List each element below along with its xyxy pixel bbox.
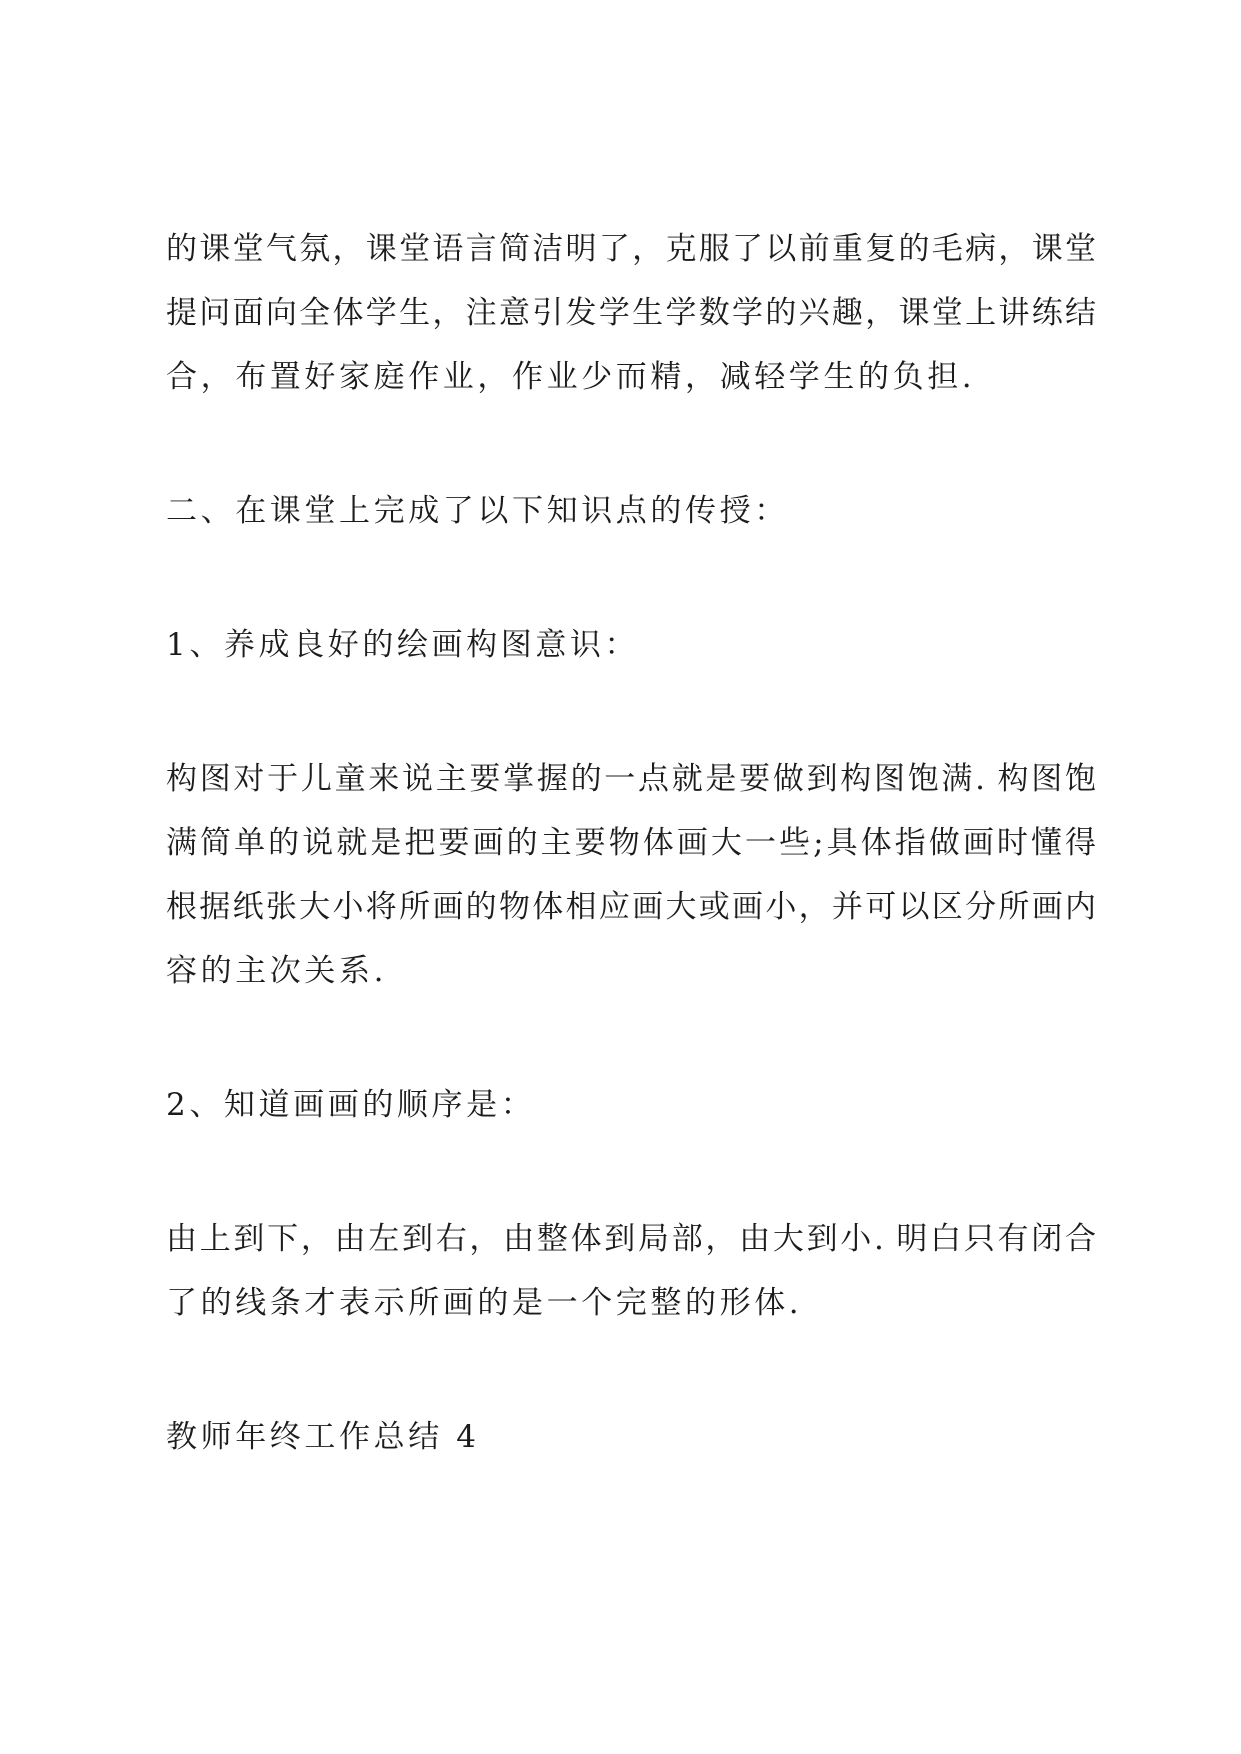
- paragraph-1-line-2: 提问面向全体学生，注意引发学生学数学的兴趣，课堂上讲练结: [166, 295, 1096, 331]
- paragraph-6-line-2: 了的线条才表示所画的是一个完整的形体.: [166, 1285, 803, 1321]
- paragraph-4-line-2: 满简单的说就是把要画的主要物体画大一些;具体指做画时懂得: [166, 825, 1096, 861]
- paragraph-4-line-3: 根据纸张大小将所画的物体相应画大或画小，并可以区分所画内: [166, 889, 1096, 925]
- paragraph-1-line-1: 的课堂气氛，课堂语言简洁明了，克服了以前重复的毛病，课堂: [166, 231, 1096, 267]
- item-heading-1: 1、养成良好的绘画构图意识：: [166, 627, 640, 663]
- item-heading-2: 2、知道画画的顺序是：: [166, 1087, 536, 1123]
- section-heading-2: 二、在课堂上完成了以下知识点的传授：: [166, 493, 789, 529]
- paragraph-4-line-4: 容的主次关系.: [166, 953, 388, 989]
- paragraph-1-line-3: 合，布置好家庭作业，作业少而精，减轻学生的负担.: [166, 359, 976, 395]
- document-title: 教师年终工作总结 4: [166, 1419, 480, 1455]
- paragraph-6-line-1: 由上到下，由左到右，由整体到局部，由大到小. 明白只有闭合: [166, 1221, 1096, 1257]
- paragraph-4-line-1: 构图对于儿童来说主要掌握的一点就是要做到构图饱满. 构图饱: [166, 761, 1096, 797]
